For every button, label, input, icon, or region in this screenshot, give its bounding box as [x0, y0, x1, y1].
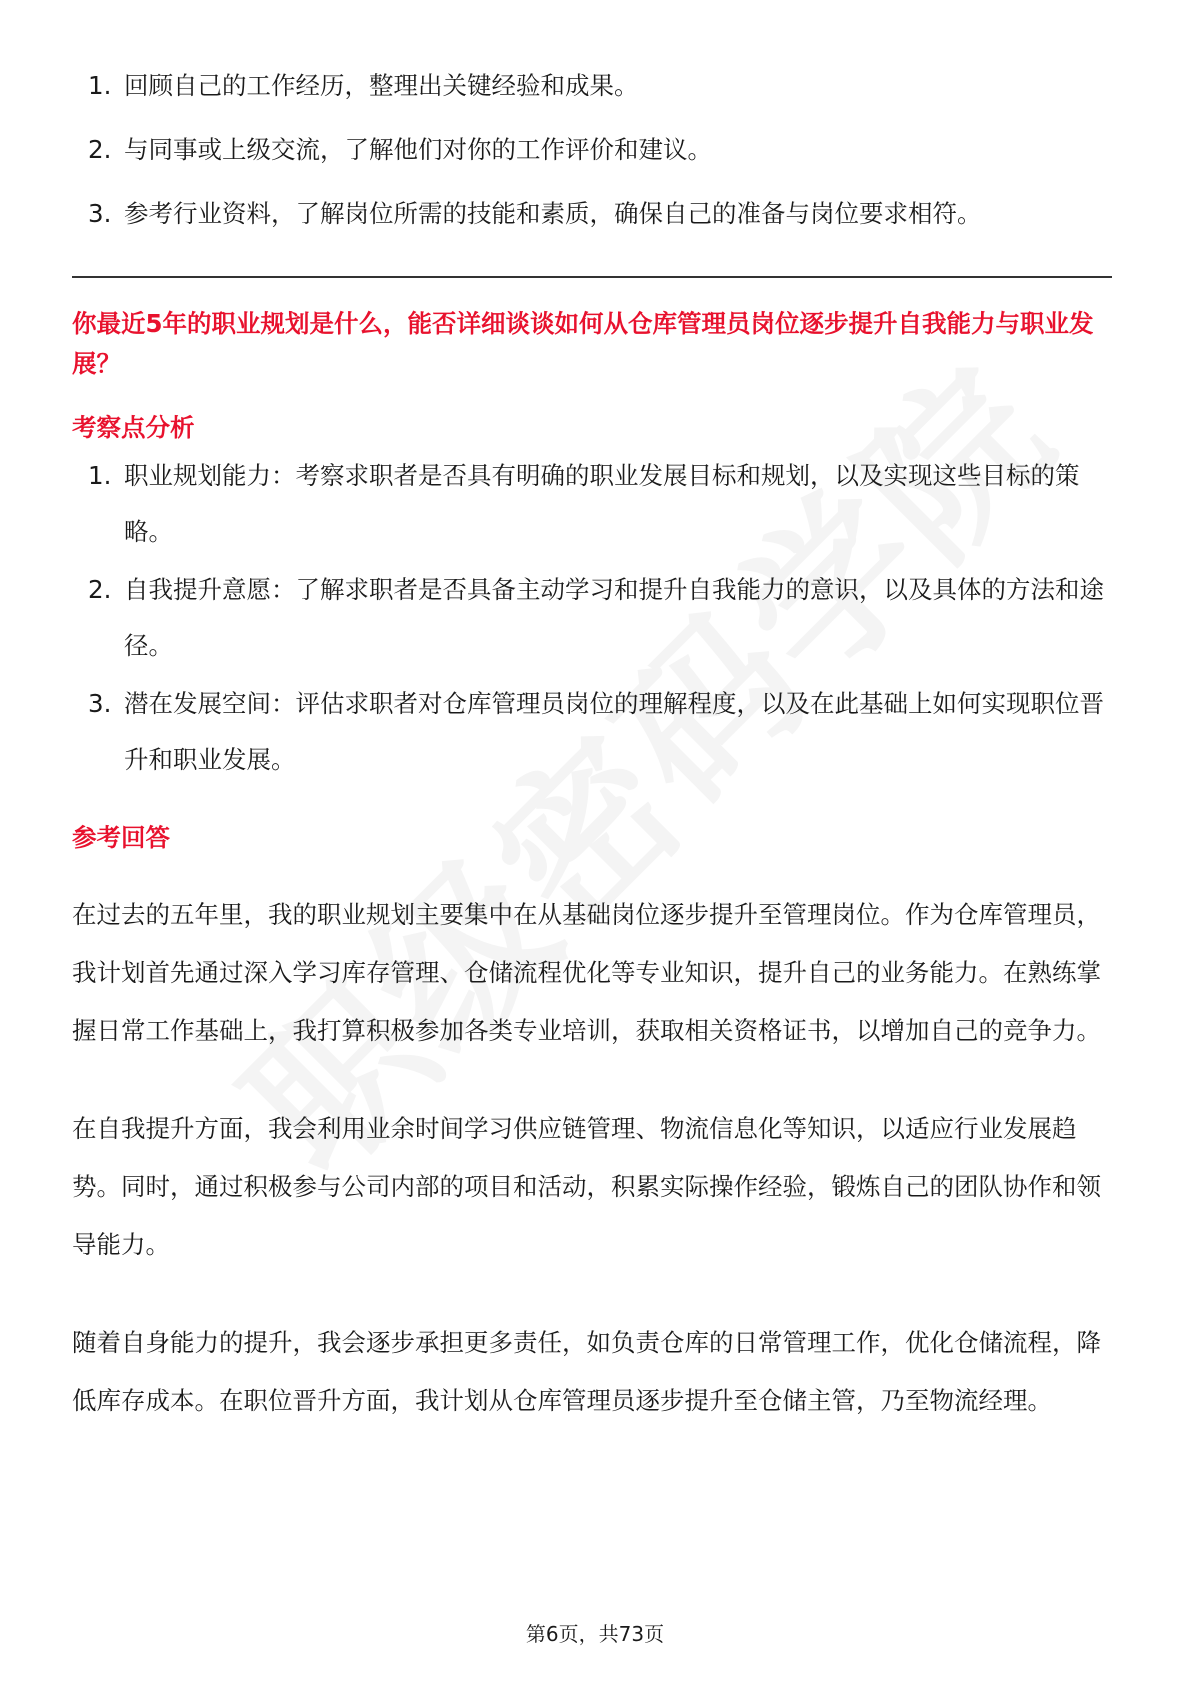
answer-heading: 参考回答	[72, 823, 170, 852]
list-item	[72, 186, 1112, 242]
list-item	[72, 122, 1112, 178]
page-number: 第6页，共73页	[525, 1622, 665, 1646]
list-item	[72, 448, 1112, 560]
list-item-text: 自我提升意愿：了解求职者是否具备主动学习和提升自我能力的意识，以及具体的方法和途径。	[124, 575, 1104, 660]
list-item-text: 潜在发展空间：评估求职者对仓库管理员岗位的理解程度，以及在此基础上如何实现职位晋升和职业发展。	[124, 689, 1104, 774]
analysis-heading: 考察点分析	[72, 413, 195, 442]
section-divider	[72, 276, 1112, 278]
list-item-number: 3.	[88, 199, 112, 228]
list-item-number: 1.	[88, 71, 112, 100]
list-item-number: 2.	[88, 575, 112, 604]
list-item-text: 参考行业资料，了解岗位所需的技能和素质，确保自己的准备与岗位要求相符。	[124, 199, 982, 228]
list-item-number: 1.	[88, 461, 112, 490]
list-item-number: 2.	[88, 135, 112, 164]
list-item	[72, 58, 1112, 114]
answer-paragraph: 在过去的五年里，我的职业规划主要集中在从基础岗位逐步提升至管理岗位。作为仓库管理员，我计划首先通过深入学习库存管理、仓储流程优化等专业知识，提升自己的业务能力。在熟练掌握日常工作基础上，我打算积极参加各类专业培训，获取相关资格证书，以增加自己的竞争力。	[72, 900, 1101, 1045]
list-item-text: 职业规划能力：考察求职者是否具有明确的职业发展目标和规划，以及实现这些目标的策略。	[124, 461, 1080, 546]
list-item-text: 与同事或上级交流，了解他们对你的工作评价和建议。	[124, 135, 712, 164]
list-item-number: 3.	[88, 689, 112, 718]
analysis-list	[72, 448, 1112, 788]
answer-paragraph: 随着自身能力的提升，我会逐步承担更多责任，如负责仓库的日常管理工作，优化仓储流程，降低库存成本。在职位晋升方面，我计划从仓库管理员逐步提升至仓储主管，乃至物流经理。	[72, 1328, 1101, 1415]
preparation-list	[72, 58, 1112, 242]
list-item	[72, 562, 1112, 674]
interview-question: 你最近5年的职业规划是什么，能否详细谈谈如何从仓库管理员岗位逐步提升自我能力与职业发展？	[72, 309, 1094, 378]
list-item	[72, 676, 1112, 788]
answer-paragraph: 在自我提升方面，我会利用业余时间学习供应链管理、物流信息化等知识，以适应行业发展趋势。同时，通过积极参与公司内部的项目和活动，积累实际操作经验，锻炼自己的团队协作和领导能力。	[72, 1114, 1101, 1259]
list-item-text: 回顾自己的工作经历，整理出关键经验和成果。	[124, 71, 639, 100]
page-content	[72, 58, 1112, 1430]
